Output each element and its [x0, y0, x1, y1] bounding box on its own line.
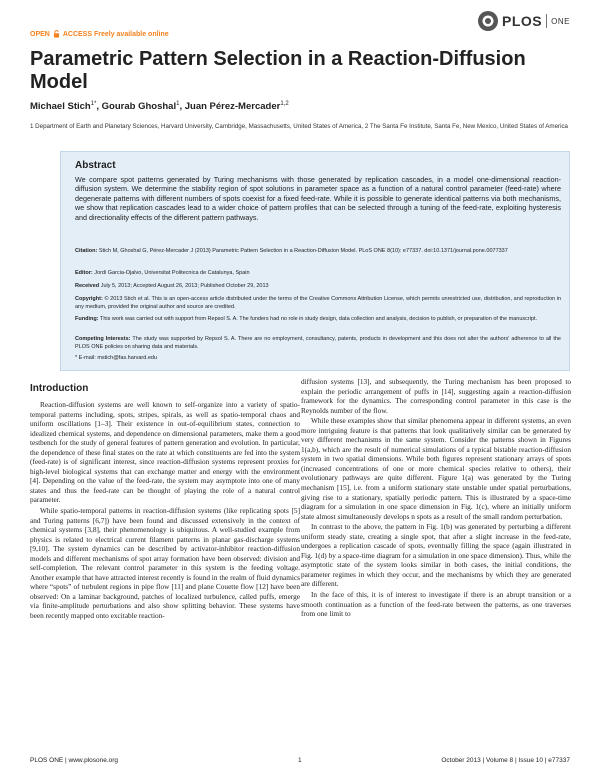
meta-label: Copyright: [75, 296, 103, 302]
meta-text: Stich M, Ghoshal G, Pérez-Mercader J (2013) Parametric Pattern Selection in a Reaction-Diffusion Model. PLoS ONE 8(10): e77337. doi:10.1371/journal.pone.0077337 [98, 248, 508, 254]
funding-line [75, 316, 561, 324]
meta-label: Competing Interests: [75, 336, 131, 342]
footer-page-number: 1 [298, 757, 302, 764]
meta-text: July 5, 2013; Accepted August 26, 2013; Published October 29, 2013 [100, 283, 269, 289]
logo-one-text: ONE [551, 16, 570, 26]
author-name: Juan Pérez-Mercader [184, 101, 281, 113]
body-paragraph: Reaction-diffusion systems are well known to self-organize into a variety of spatio-temporal patterns including, spots, stripes, spirals, as well as spatio-temporal chaos and uniform oscillations [1–3]. Their existence in out-of-equilibrium states, connection to idealized chemical systems, and dependence on dimensional parameters, make them a good testbench for the study of general features of pattern generation and evolution. In particular, the dependence of these final states on the rate at which constituents are fed into the system (feed-rate) is of significant interest, since reaction-diffusion systems represent proxies for high-level biological systems that can exchange matter and energy with the environment [4]. Depending on the value of the feed-rate, the system may asymptote into one of many states and thus the feed-rate can be thought of playing the role of a natural control parameter. [30, 400, 300, 505]
plos-logo-icon [477, 10, 499, 32]
abstract-box [60, 151, 570, 371]
body-paragraph: While spatio-temporal patterns in reaction-diffusion systems (like replicating spots [5] and Turing patterns [6,7]) have been found and discussed extensively in the context of chemical systems [3,8], their phenomenology is ubiquitous. A well-studied example from physics is related to electrical current filament patterns in planar gas-discharge systems [9,10]. The system dynamics can be described by activator-inhibitor reaction-diffusion models and different mechanisms of spot array formation have been observed: division and self-completion. The relevant control parameter in this system is the feeding voltage. Another example that have attracted interest recently is found in the realm of fluid dynamics where “spots” of turbulent regions in pipe flow [11] and plane Couette flow [12] have been observed: On a laminar background, patches of localized turbulence, called puffs, emerge via finite-amplitude perturbations and also show splitting behavior. These systems have been recently mapped onto excitable reaction- [30, 506, 300, 621]
body-paragraph: In the face of this, it is of interest to investigate if there is an abrupt transition or a smooth continuation as a function of the feed-rate between the patterns, as one traverses from one limit to [301, 590, 571, 619]
meta-text: © 2013 Stich et al. This is an open-access article distributed under the terms of the Creative Commons Attribution License, which permits unrestricted use, distribution, and reproduction in any medium, provided the original author and source are credited. [75, 296, 561, 310]
citation-line [75, 248, 561, 256]
meta-text: The study was supported by Repsol S. A. There are no employment, consultancy, patents, products in development and this does not alter the authors' adherence to all the PLOS ONE policies on sharing data and materials. [75, 336, 561, 350]
affiliations: 1 Department of Earth and Planetary Sciences, Harvard University, Cambridge, Massachusetts, United States of America, 2 The Santa Fe Institute, Santa Fe, New Mexico, United States of America [30, 123, 568, 130]
journal-header [30, 6, 570, 36]
abstract-text: We compare spot patterns generated by Turing mechanisms with those generated by replication cascades, in a model one-dimensional reaction-diffusion system. We determine the stability region of spot solutions in parameter space as a function of a natural control parameter (feed-rate) where degenerate patterns with different numbers of spots coexist for a fixed feed-rate. While it is possible to generate identical patterns via both mechanisms, we show that replication cascades lead to a wider choice of pattern profiles that can be selected through a tuning of the feed-rate, exploiting hysteresis and directionality effects of the different pattern pathways. [75, 175, 561, 222]
author-name: Gourab Ghoshal [101, 101, 177, 113]
open-access-lock-icon [53, 30, 60, 38]
meta-label: Received [75, 283, 100, 289]
logo-plos-text: PLOS [502, 13, 543, 29]
meta-text: This work was carried out with support from Repsol S. A. The funders had no role in study design, data collection and analysis, decision to publish, or preparation of the manuscript. [99, 316, 538, 322]
author-affiliation-marker: 1,2 [280, 101, 289, 107]
open-access-open: OPEN [30, 30, 50, 38]
open-access-banner [30, 30, 169, 38]
author-list: Michael Stich$^{1*}$, Gourab Ghoshal$^1$, Juan Pérez-Mercader$^{1,2}$ [30, 101, 289, 113]
footer-journal-url: PLOS ONE | www.plosone.org [30, 757, 119, 764]
competing-interests-line [75, 336, 561, 351]
author-affiliation-marker: 1* [90, 101, 97, 107]
open-access-text: ACCESS Freely available online [62, 30, 169, 38]
email-line [75, 355, 561, 363]
abstract-heading: Abstract [75, 160, 116, 171]
meta-label: * E-mail: [75, 355, 96, 361]
meta-text: Jordi Garcia-Ojalvo, Universitat Politecnica de Catalunya, Spain [94, 270, 250, 276]
footer-issue-info: October 2013 | Volume 8 | Issue 10 | e77337 [441, 757, 570, 764]
body-paragraph: diffusion systems [13], and subsequently, the Turing mechanism has been proposed to explain the periodic arrangement of puffs in [14], suggesting again a reaction-diffusion framework for the dynamics. The corresponding control parameter in this case is the Reynolds number of the flow. [301, 377, 571, 415]
meta-label: Citation: [75, 248, 98, 254]
meta-label: Funding: [75, 316, 99, 322]
plos-one-logo [477, 10, 570, 32]
introduction-heading: Introduction [30, 383, 89, 394]
dates-line [75, 283, 561, 291]
logo-separator [546, 14, 547, 28]
article-title: Parametric Pattern Selection in a Reaction-Diffusion Model [30, 48, 526, 93]
body-column-right [301, 377, 571, 744]
body-paragraph: In contrast to the above, the pattern in Fig. 1(b) was generated by perturbing a different uniform steady state, creating a single spot, that after a slight increase in the feed-rate, undergoes a replication cascade of spots, eventually filling the space (again illustrated in Fig. 1(d) by a space-time diagram for a simulation in one space dimension). Thus, while the asymptotic state of the system looks similar in both cases, the initial conditions, the parameter regimes in which they occur, and the mechanisms by which they are generated are different. [301, 522, 571, 589]
copyright-line [75, 296, 561, 311]
author-affiliation-marker: 1 [176, 101, 180, 107]
author-email-link[interactable]: mstich@fas.harvard.edu [97, 355, 158, 361]
body-column-left [30, 400, 300, 744]
meta-label: Editor: [75, 270, 93, 276]
body-paragraph: While these examples show that similar phenomena appear in different systems, an even more intriguing feature is that patterns that look qualitatively similar can be generated by very different mechanisms in the same system. Consider the patterns shown in Figures 1(a,b), which are the result of numerical simulations of a typical bistable reaction-diffusion system in two spatial dimensions. While both figures represent stationary arrays of spots (increased concentrations of one or more chemical species relative to others), their evolutionary pathways are quite different. Figure 1(a) was generated by the Turing mechanism [15], i.e. from a uniform stationary state unstable under spatial perturbations, giving rise to a stationary, spatially periodic pattern. This is illustrated by a space-time diagram for a simulation in one space dimension in Fig. 1(c), where an initially uniform state almost simultaneously develops n spots as a result of the small random perturbation. [301, 416, 571, 521]
editor-line [75, 270, 561, 278]
author-name: Michael Stich [30, 101, 91, 113]
